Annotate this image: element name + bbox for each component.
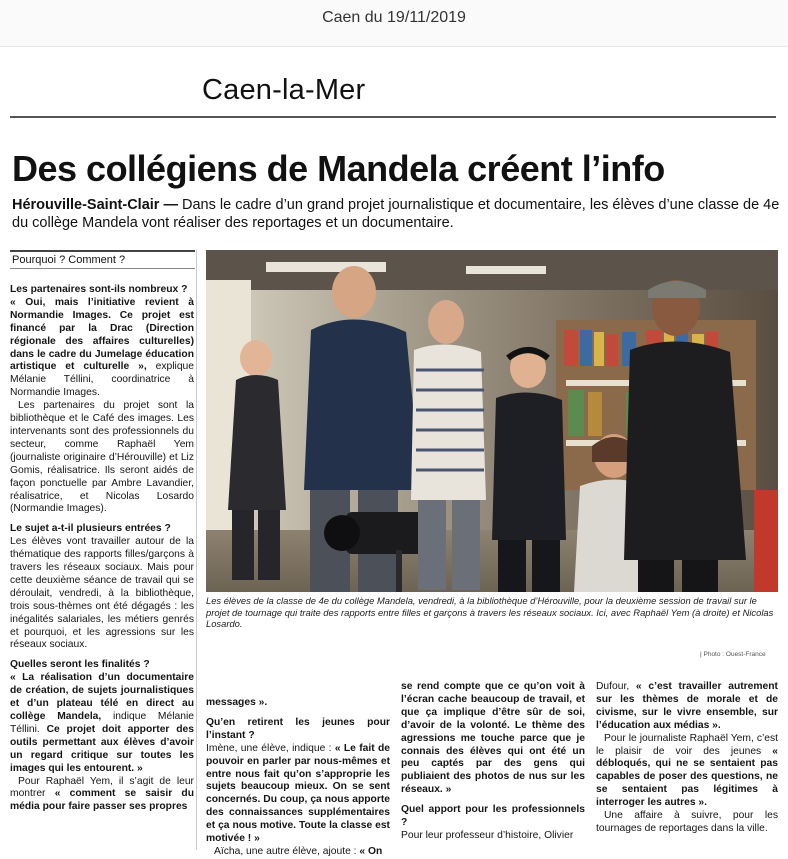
photo-caption: Les élèves de la classe de 4e du collège Mandela, vendredi, à la bibliothèque d’Hérouville, pour la deuxième session de travail sur le projet de tournage qui traite des rapports entre filles et garçons à travers les réseaux sociaux. Ici, avec Raphaël Yem (à droite) et Nicolas Losardo. (206, 595, 774, 629)
quote: se rend compte que ce qu’on voit à l’écran cache beaucoup de travail, et que ça implique d’être sûr de soi, d’avoir de la volonté. Le thème des agressions me touche parce que je connais des élèves qui ont été un peu captés par des gens qui publiaient des photos de nus sur les réseaux. » (401, 681, 585, 796)
quote: « Le fait de pouvoir en parler par nous-mêmes et entre nous fait qu’on s’approprie les sujets beaucoup mieux. On se sent concernés. Du coup, ça nous apporte des connaissances supplémentaires et ça nous motive. Toute la classe est motivée ! » (206, 742, 390, 845)
top-bar (0, 0, 788, 47)
column-2 (206, 697, 390, 859)
column-divider (196, 250, 197, 850)
text: explique Mélanie Téllini, coordinatrice à Normandie Images. (10, 361, 195, 399)
paragraph (206, 697, 390, 710)
paragraph: Une affaire à suivre, pour les tournages de reportages dans la ville. (596, 810, 778, 834)
section-rule (10, 116, 776, 118)
section-title: Caen-la-Mer (202, 74, 366, 106)
paragraph (206, 846, 390, 859)
text: Imène, une élève, indique : (206, 742, 335, 754)
paragraph (596, 681, 778, 733)
question-heading: Qu’en retirent les jeunes pour l’instant ? (206, 716, 390, 741)
paragraph (596, 733, 778, 810)
text: Pour le journaliste Raphaël Yem, c’est le plaisir de voir des jeunes (596, 732, 778, 757)
paragraph (401, 681, 585, 797)
question-heading: Quelles seront les finalités ? (10, 659, 150, 671)
question-heading: Quel apport pour les professionnels ? (401, 804, 585, 829)
question-heading: Les partenaires sont-ils nombreux ? (10, 284, 188, 295)
column-3 (401, 681, 585, 843)
quote: « Oui, mais l’initiative revient à Normandie Images. Ce projet est financé par la Drac (Direction régionale des affaires culturelles) dans le cadre du Jumelage éducation artistique et culturelle », (10, 296, 194, 373)
lede (12, 196, 782, 232)
paragraph (10, 297, 194, 400)
paragraph: Les élèves vont travailler autour de la thématique des rapports filles/garçons à travers les réseaux sociaux. Mais pour cette deuxième séance de travail qui se déroulait, vendredi, à la bibliothèque, trois sous-thèmes ont été dégagés : les inégalités salariales, les métiers genrés et pourquoi, et les agressions sur les réseaux sociaux. (10, 536, 194, 651)
text: Dufour, (596, 681, 636, 692)
quote: « c’est travailler autrement sur les thèmes de morale et de civisme, sur le vivre ensemble, sur l’éducation aux médias ». (596, 681, 778, 731)
headline: Des collégiens de Mandela créent l’info (12, 148, 665, 189)
quote: messages ». (206, 697, 268, 708)
question-heading: Le sujet a-t-il plusieurs entrées ? (10, 523, 171, 535)
paragraph: Les partenaires du projet sont la bibliothèque et le Café des images. Les intervenants sont des professionnels du secteur, comme Raphaël Yem (journaliste originaire d’Hérouville) et Liz Gomis, réalisatrice. Ils seront aidés de façon ponctuelle par Ambre Lavandier, réalisatrice, et Nicolas Losardo (Normandie Images). (10, 400, 194, 515)
photo-illustration (206, 250, 778, 592)
quote: Ce projet doit apporter des outils permettant aux élèves d’avoir un regard critique sur toutes les images qui les entourent. » (10, 723, 194, 774)
text: Aïcha, une autre élève, ajoute : (214, 845, 360, 857)
column-1 (10, 284, 194, 814)
paragraph (10, 672, 194, 775)
quote: « La réalisation d’un documentaire de création, de sujets journalistiques et d’un plateau télé en direct au collège Mandela, (10, 672, 194, 722)
paragraph: Pour leur professeur d’histoire, Olivier (401, 829, 574, 841)
column-4 (596, 681, 778, 836)
photo-credit: | Photo : Ouest-France (700, 651, 766, 658)
quote: « comment se saisir du média pour faire passer ses propres (10, 788, 194, 813)
text: indique Mélanie Téllini. (10, 711, 194, 735)
quote: « On (359, 845, 383, 857)
lede-place: Hérouville-Saint-Clair — (12, 197, 178, 213)
article-photo (206, 250, 778, 592)
lede-text: Dans le cadre d’un grand projet journalistique et documentaire, les élèves d’une classe de 4e du collège Mandela vont réaliser des reportages et un documentaire. (12, 197, 780, 231)
page-date: Caen du 19/11/2019 (322, 9, 466, 26)
paragraph (10, 776, 194, 815)
sidebar-title: Pourquoi ? Comment ? (10, 250, 195, 269)
paragraph (206, 743, 390, 846)
quote: « débloqués, qui ne se sentaient pas capables de poser des questions, ne se sentaient pas légitimes à interroger les autres ». (596, 745, 778, 809)
text: Pour Raphaël Yem, il s’agit de leur montrer (10, 775, 194, 800)
